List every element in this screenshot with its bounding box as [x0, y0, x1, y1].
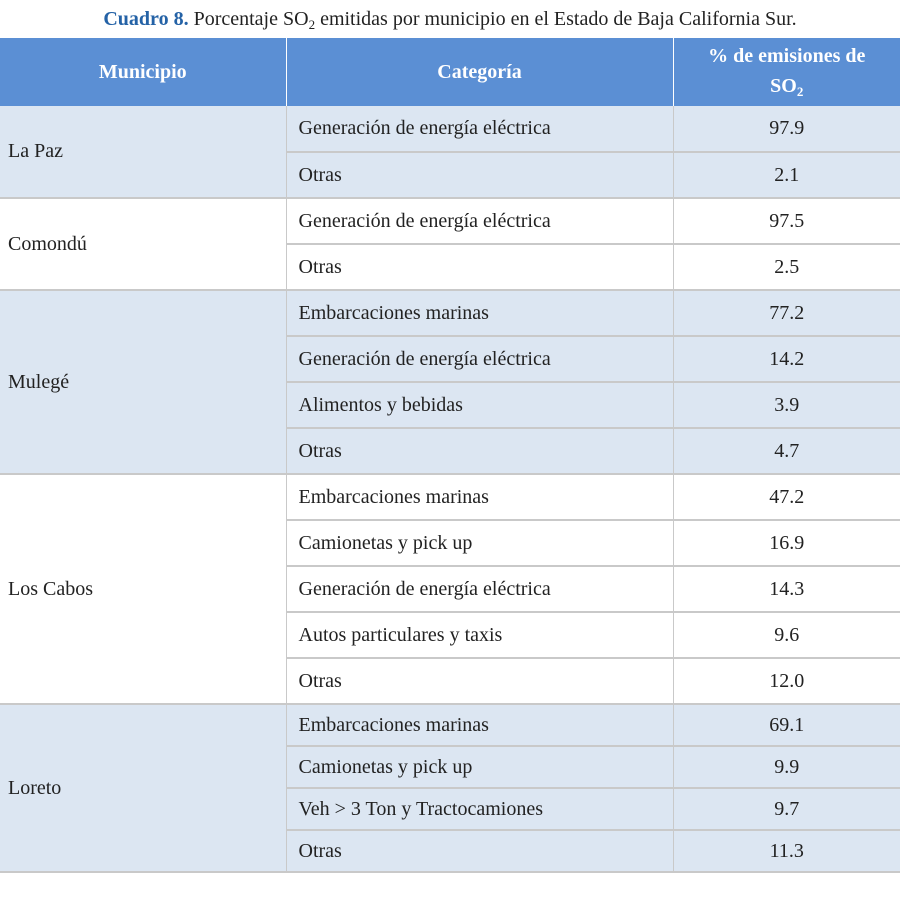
header-emisiones: [673, 38, 900, 106]
table-header-row: [0, 38, 900, 106]
categoria-cell: Otras: [286, 428, 673, 474]
categoria-cell: Generación de energía eléctrica: [286, 198, 673, 244]
emisiones-value-cell: 9.7: [673, 788, 900, 830]
categoria-cell: Otras: [286, 244, 673, 290]
table-caption: [0, 0, 900, 38]
categoria-cell: Embarcaciones marinas: [286, 290, 673, 336]
caption-text-rest: emitidas por municipio en el Estado de Baja California Sur.: [315, 8, 797, 30]
categoria-cell: Alimentos y bebidas: [286, 382, 673, 428]
emisiones-value-cell: 9.6: [673, 612, 900, 658]
categoria-cell: Otras: [286, 830, 673, 872]
table-row: [0, 704, 900, 746]
table-row: [0, 198, 900, 244]
emisiones-value-cell: 97.9: [673, 106, 900, 152]
emisiones-value-cell: 16.9: [673, 520, 900, 566]
categoria-cell: Generación de energía eléctrica: [286, 106, 673, 152]
categoria-cell: Autos particulares y taxis: [286, 612, 673, 658]
municipio-cell: Los Cabos: [0, 474, 286, 704]
table-row: [0, 290, 900, 336]
categoria-cell: Embarcaciones marinas: [286, 474, 673, 520]
header-municipio: Municipio: [0, 38, 286, 106]
emisiones-value-cell: 69.1: [673, 704, 900, 746]
caption-label: Cuadro 8.: [103, 8, 189, 30]
categoria-cell: Embarcaciones marinas: [286, 704, 673, 746]
emisiones-value-cell: 47.2: [673, 474, 900, 520]
categoria-cell: Generación de energía eléctrica: [286, 336, 673, 382]
emisiones-value-cell: 2.1: [673, 152, 900, 198]
categoria-cell: Otras: [286, 152, 673, 198]
municipio-cell: Mulegé: [0, 290, 286, 474]
header-categoria: Categoría: [286, 38, 673, 106]
categoria-cell: Camionetas y pick up: [286, 746, 673, 788]
emisiones-value-cell: 12.0: [673, 658, 900, 704]
emissions-table-wrapper: [0, 38, 900, 873]
emisiones-value-cell: 4.7: [673, 428, 900, 474]
categoria-cell: Camionetas y pick up: [286, 520, 673, 566]
emisiones-value-cell: 97.5: [673, 198, 900, 244]
table-row: [0, 106, 900, 152]
categoria-cell: Generación de energía eléctrica: [286, 566, 673, 612]
emissions-table: [0, 38, 900, 873]
emisiones-value-cell: 9.9: [673, 746, 900, 788]
header-emisiones-subscript: 2: [796, 84, 804, 99]
table-body: [0, 106, 900, 872]
header-emisiones-line1: % de emisiones de: [708, 45, 866, 67]
categoria-cell: Veh > 3 Ton y Tractocamiones: [286, 788, 673, 830]
header-emisiones-line2: SO: [770, 75, 797, 97]
caption-subscript: 2: [308, 17, 316, 32]
emisiones-value-cell: 14.3: [673, 566, 900, 612]
emisiones-value-cell: 14.2: [673, 336, 900, 382]
emisiones-value-cell: 3.9: [673, 382, 900, 428]
municipio-cell: Loreto: [0, 704, 286, 872]
emisiones-value-cell: 77.2: [673, 290, 900, 336]
municipio-cell: La Paz: [0, 106, 286, 198]
categoria-cell: Otras: [286, 658, 673, 704]
table-row: [0, 474, 900, 520]
municipio-cell: Comondú: [0, 198, 286, 290]
emisiones-value-cell: 2.5: [673, 244, 900, 290]
caption-text: Porcentaje SO: [188, 8, 309, 30]
emisiones-value-cell: 11.3: [673, 830, 900, 872]
